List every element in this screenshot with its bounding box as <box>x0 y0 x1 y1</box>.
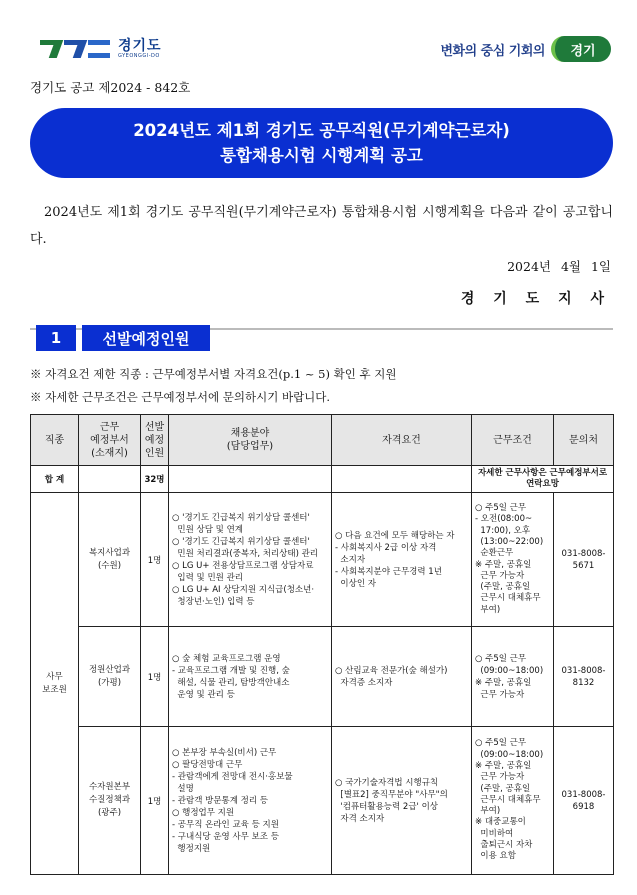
cell-line: - 사회복지분야 근무경력 1년 <box>335 566 442 577</box>
table-row <box>31 627 614 727</box>
cell-line: 부여) <box>475 806 501 817</box>
cell-line: (09:00~18:00) <box>475 749 544 760</box>
table-row <box>31 727 614 875</box>
table-row <box>31 493 614 627</box>
title-banner <box>30 108 613 178</box>
cell-line: 미비하여 <box>475 828 514 839</box>
gyeonggi-logo-icon <box>40 38 112 60</box>
cell-line: ○ LG U+ 전용상담프로그램 상담자료 <box>172 560 314 571</box>
slogan-text: 변화의 중심 기회의 <box>440 43 545 59</box>
row-cond <box>472 727 554 875</box>
cell-line: 운영 및 관리 등 <box>172 689 235 700</box>
intro-paragraph: 2024년도 제1회 경기도 공무직원(무기계약근로자) 통합채용시험 시행계획을 다음과 같이 공고합니다. <box>30 205 613 247</box>
cell-line: ○ 국가기술자격법 시행규칙 <box>335 777 439 788</box>
notice-number: 경기도 공고 제2024 - 842호 <box>30 80 191 95</box>
row-contact: 031-8008- 8132 <box>554 627 614 727</box>
row-count: 1명 <box>141 727 169 875</box>
cell-line: '컴퓨터활용능력 2급' 이상 <box>335 801 438 812</box>
note-conditions: ※ 자세한 근무조건은 근무예정부서에 문의하시기 바랍니다. <box>30 390 331 404</box>
cell-line: ※ 주말, 공휴일 <box>475 677 532 688</box>
cell-line: 근무 가능자 <box>475 689 525 700</box>
row-field <box>169 727 332 875</box>
cell-line: 순환근무 <box>475 548 514 559</box>
header-count: 선발 예정 인원 <box>141 415 169 466</box>
gyeonggi-logo <box>40 38 162 60</box>
cell-line: (09:00~18:00) <box>475 665 544 676</box>
signer: 경 기 도 지 사 <box>460 291 611 307</box>
cell-line: ※ 주말, 공휴일 <box>475 559 532 570</box>
section-title: 선발예정인원 <box>82 325 210 351</box>
row-qual <box>332 627 472 727</box>
row-dept: 수자원본부 수질정책과 (광주) <box>79 727 141 875</box>
cell-line: 이상인 자 <box>335 578 376 589</box>
cell-line: ※ 대중교통이 <box>475 817 526 828</box>
total-label: 합 계 <box>31 466 79 493</box>
row-count: 1명 <box>141 493 169 627</box>
cell-line: ○ 숲 체험 교육프로그램 운영 <box>172 653 281 664</box>
row-dept: 정원산업과 (가평) <box>79 627 141 727</box>
notice-date: 2024년 4월 1일 <box>507 259 611 274</box>
cell-line: 출퇴근시 자차 <box>475 840 533 851</box>
cell-line: (13:00~22:00) <box>475 536 544 547</box>
title-line-2: 통합채용시험 시행계획 공고 <box>220 146 423 165</box>
cell-line: 근무시 대체휴무 <box>475 794 541 805</box>
row-qual <box>332 727 472 875</box>
cell-line: 이용 요함 <box>475 851 516 862</box>
row-cond <box>472 493 554 627</box>
cell-line: ○ 팔당전망대 근무 <box>172 759 243 770</box>
header-contact: 문의처 <box>554 415 614 466</box>
cell-line: 자격증 소지자 <box>335 677 393 688</box>
slogan-logo <box>440 36 611 62</box>
logo-text: 경기도 <box>118 38 162 54</box>
note-qualification: ※ 자격요건 제한 직종 : 근무예정부서별 자격요건(p.1 ~ 5) 확인 후 지원 <box>30 367 397 381</box>
cell-line: 행정지원 <box>172 843 211 854</box>
title-line-1: 2024년도 제1회 경기도 공무직원(무기계약근로자) <box>133 121 510 140</box>
cell-line: ○ 다음 요건에 모두 해당하는 자 <box>335 530 455 541</box>
cell-line: 근무시 대체휴무 <box>475 593 541 604</box>
cell-line: 자격 소지자 <box>335 813 385 824</box>
cell-line: 근무 가능자 <box>475 772 525 783</box>
cell-line: 청장년·노인) 입력 등 <box>172 596 255 607</box>
cell-line: 입력 및 민원 관리 <box>172 572 243 583</box>
cell-line: (주말, 공휴일 <box>475 783 531 794</box>
section-number: 1 <box>36 325 76 351</box>
cell-line: ○ 행정업무 지원 <box>172 807 235 818</box>
cell-line: 민원 상담 및 연계 <box>172 524 243 535</box>
header-job: 직종 <box>31 415 79 466</box>
cell-line: - 관람객 방문통계 정리 등 <box>172 795 268 806</box>
header-qual: 자격요건 <box>332 415 472 466</box>
row-cond <box>472 627 554 727</box>
cell-line: ○ 산림교육 전문가(숲 해설가) <box>335 665 448 676</box>
row-qual <box>332 493 472 627</box>
total-note: 자세한 근무사항은 근무예정부서로 연락요망 <box>472 466 614 493</box>
cell-line: - 사회복지사 2급 이상 자격 <box>335 542 437 553</box>
cell-line: ※ 주말, 공휴일 <box>475 760 532 771</box>
header-dept: 근무 예정부서 (소재지) <box>79 415 141 466</box>
cell-line: ○ 주5일 근무 <box>475 738 527 749</box>
cell-line: ○ 본부장 부속실(비서) 근무 <box>172 747 277 758</box>
cell-line: - 구내식당 운영 사무 보조 등 <box>172 831 279 842</box>
cell-line: 설명 <box>172 783 194 794</box>
total-count: 32명 <box>141 466 169 493</box>
cell-line: - 공무직 온라인 교육 등 지원 <box>172 819 279 830</box>
logo-subtext: GYEONGGI-DO <box>118 53 160 59</box>
cell-line: ○ '경기도 긴급복지 위기상담 콜센터' <box>172 536 310 547</box>
total-row <box>31 466 614 493</box>
row-contact: 031-8008- 5671 <box>554 493 614 627</box>
cell-line: ○ 주5일 근무 <box>475 653 527 664</box>
job-type: 사무 보조원 <box>31 493 79 875</box>
cell-line: - 관람객에게 전망대 전시·홍보물 <box>172 771 293 782</box>
cell-line: ○ 주5일 근무 <box>475 503 527 514</box>
cell-line: 해설, 식물 관리, 탐방객안내소 <box>172 677 290 688</box>
cell-line: ○ LG U+ AI 상담지원 지식급(청소년· <box>172 584 315 595</box>
table-header-row <box>31 415 614 466</box>
cell-line: - 교육프로그램 개발 및 진행, 숲 <box>172 665 290 676</box>
row-field <box>169 627 332 727</box>
cell-line: 부여) <box>475 604 501 615</box>
header-cond: 근무조건 <box>472 415 554 466</box>
cell-line: [별표2] 중직무분야 "사무"의 <box>335 789 448 800</box>
cell-line: - 오전(08:00~ <box>475 514 533 525</box>
header-field: 채용분야 (담당업무) <box>169 415 332 466</box>
cell-line: 소지자 <box>335 554 366 565</box>
cell-line: 근무 가능자 <box>475 570 525 581</box>
cell-line: (주말, 공휴일 <box>475 582 531 593</box>
row-contact: 031-8008- 6918 <box>554 727 614 875</box>
row-dept: 복지사업과 (수원) <box>79 493 141 627</box>
row-count: 1명 <box>141 627 169 727</box>
cell-line: 민원 처리결과(중복자, 처리상태) 관리 <box>172 548 319 559</box>
recruitment-table <box>30 414 614 875</box>
cell-line: 17:00), 오후 <box>475 525 531 536</box>
row-field <box>169 493 332 627</box>
slogan-badge: 경기 <box>551 36 611 62</box>
cell-line: ○ '경기도 긴급복지 위기상담 콜센터' <box>172 512 310 523</box>
